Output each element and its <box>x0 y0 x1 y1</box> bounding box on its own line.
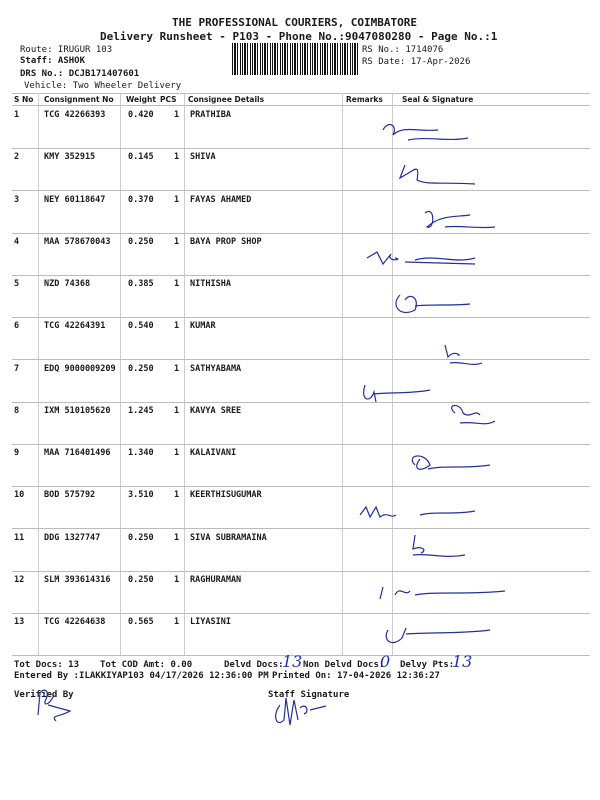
total-cod: Tot COD Amt: 0.00 <box>100 660 193 670</box>
pieces: 1 <box>174 152 180 163</box>
non-delivered-docs-label: Non Delvd Docs: <box>303 660 385 670</box>
recipient-signature <box>395 160 535 200</box>
pieces: 1 <box>174 321 180 332</box>
entered-by: Entered By :ILAKKIYAP103 04/17/2026 12:36:00 PM <box>14 671 269 681</box>
staff: Staff: ASHOK <box>20 56 86 66</box>
delivered-docs-value: 13 <box>282 652 303 671</box>
consignee-name: BAYA PROP SHOP <box>190 236 262 247</box>
pieces: 1 <box>174 236 180 247</box>
consignment-number: DDG 1327747 <box>44 532 101 543</box>
consignee-name: NITHISHA <box>190 279 231 289</box>
runsheet-subtitle: Delivery Runsheet - P103 - Phone No.:9047080280 - Page No.:1 <box>100 30 498 43</box>
weight: 3.510 <box>128 490 154 501</box>
recipient-signature <box>385 535 525 575</box>
col-sno: S No <box>14 95 34 104</box>
col-remarks: Remarks <box>346 95 383 104</box>
recipient-signature <box>390 290 530 330</box>
weight: 0.420 <box>128 110 154 120</box>
company-title: THE PROFESSIONAL COURIERS, COIMBATORE <box>172 16 418 29</box>
pieces: 1 <box>174 490 180 501</box>
col-pcs: PCS <box>160 95 177 104</box>
recipient-signature <box>378 120 518 160</box>
consignee-name: PRATHIBA <box>190 110 231 120</box>
staff-signature <box>270 690 330 735</box>
consignment-number: SLM 393614316 <box>44 574 111 585</box>
serial-number: 10 <box>14 490 25 501</box>
verifier-signature <box>30 685 80 725</box>
consignee-name: FAYAS AHAMED <box>190 194 252 205</box>
weight: 0.250 <box>128 236 154 247</box>
col-consignment: Consignment No <box>44 95 114 104</box>
rs-number: RS No.: 1714076 <box>362 45 444 55</box>
pieces: 1 <box>174 405 180 416</box>
pieces: 1 <box>174 110 180 120</box>
serial-number: 8 <box>14 405 20 416</box>
serial-number: 6 <box>14 321 20 332</box>
consignment-number: TCG 42266393 <box>44 110 106 120</box>
drs-number: DRS No.: DCJB171407601 <box>20 69 140 79</box>
consignment-number: EDQ 9000009209 <box>44 363 116 374</box>
non-delivered-docs-value: 0 <box>380 652 391 671</box>
verified-by-label: Verified By <box>14 690 74 700</box>
consignment-number: NZD 74368 <box>44 279 91 289</box>
consignee-name: KUMAR <box>190 321 216 332</box>
weight: 0.385 <box>128 279 154 289</box>
pieces: 1 <box>174 617 180 627</box>
route: Route: IRUGUR 103 <box>20 45 113 55</box>
serial-number: 9 <box>14 448 20 458</box>
recipient-signature <box>415 205 555 245</box>
barcode <box>232 43 360 75</box>
consignment-number: BOD 575792 <box>44 490 96 501</box>
serial-number: 13 <box>14 617 25 627</box>
recipient-signature <box>400 345 540 385</box>
consignment-number: IXM 510105620 <box>44 405 111 416</box>
consignment-number: KMY 352915 <box>44 152 96 163</box>
weight: 0.250 <box>128 532 154 543</box>
serial-number: 7 <box>14 363 20 374</box>
total-docs: Tot Docs: 13 <box>14 660 80 670</box>
serial-number: 3 <box>14 194 20 205</box>
serial-number: 1 <box>14 110 20 120</box>
recipient-signature <box>390 455 530 495</box>
pieces: 1 <box>174 194 180 205</box>
serial-number: 12 <box>14 574 25 585</box>
weight: 0.250 <box>128 574 154 585</box>
serial-number: 2 <box>14 152 20 163</box>
consignee-name: KALAIVANI <box>190 448 237 458</box>
consignee-name: SHIVA <box>190 152 216 163</box>
serial-number: 11 <box>14 532 25 543</box>
weight: 0.250 <box>128 363 154 374</box>
printed-on: Printed On: 17-04-2026 12:36:27 <box>272 671 440 681</box>
col-seal-signature: Seal & Signature <box>402 95 474 104</box>
serial-number: 5 <box>14 279 20 289</box>
weight: 0.370 <box>128 194 154 205</box>
delivery-points-value: 13 <box>452 652 473 671</box>
serial-number: 4 <box>14 236 20 247</box>
weight: 1.340 <box>128 448 154 458</box>
weight: 0.540 <box>128 321 154 332</box>
pieces: 1 <box>174 532 180 543</box>
consignee-name: KAVYA SREE <box>190 405 242 416</box>
consignee-name: SIVA SUBRAMAINA <box>190 532 267 543</box>
consignee-name: SATHYABAMA <box>190 363 242 374</box>
weight: 0.145 <box>128 152 154 163</box>
consignment-number: NEY 60118647 <box>44 194 106 205</box>
consignment-number: MAA 578670043 <box>44 236 111 247</box>
consignment-number: TCG 42264391 <box>44 321 106 332</box>
recipient-signature <box>415 405 555 445</box>
rs-date: RS Date: 17-Apr-2026 <box>362 57 471 67</box>
vehicle: Vehicle: Two Wheeler Delivery <box>24 81 182 91</box>
weight: 0.565 <box>128 617 154 627</box>
weight: 1.245 <box>128 405 154 416</box>
recipient-signature <box>380 620 520 660</box>
pieces: 1 <box>174 448 180 458</box>
col-consignee: Consignee Details <box>188 95 265 104</box>
consignee-name: KEERTHISUGUMAR <box>190 490 262 501</box>
recipient-signature <box>375 585 515 625</box>
delivered-docs-label: Delvd Docs: <box>224 660 284 670</box>
pieces: 1 <box>174 279 180 289</box>
consignee-name: LIYASINI <box>190 617 231 627</box>
pieces: 1 <box>174 574 180 585</box>
pieces: 1 <box>174 363 180 374</box>
recipient-signature <box>365 250 505 290</box>
delivery-points-label: Delvy Pts: <box>400 660 455 670</box>
consignment-number: TCG 42264638 <box>44 617 106 627</box>
consignment-number: MAA 716401496 <box>44 448 111 458</box>
staff-signature-label: Staff Signature <box>268 690 350 700</box>
consignee-name: RAGHURAMAN <box>190 574 242 585</box>
col-weight: Weight <box>126 95 156 104</box>
